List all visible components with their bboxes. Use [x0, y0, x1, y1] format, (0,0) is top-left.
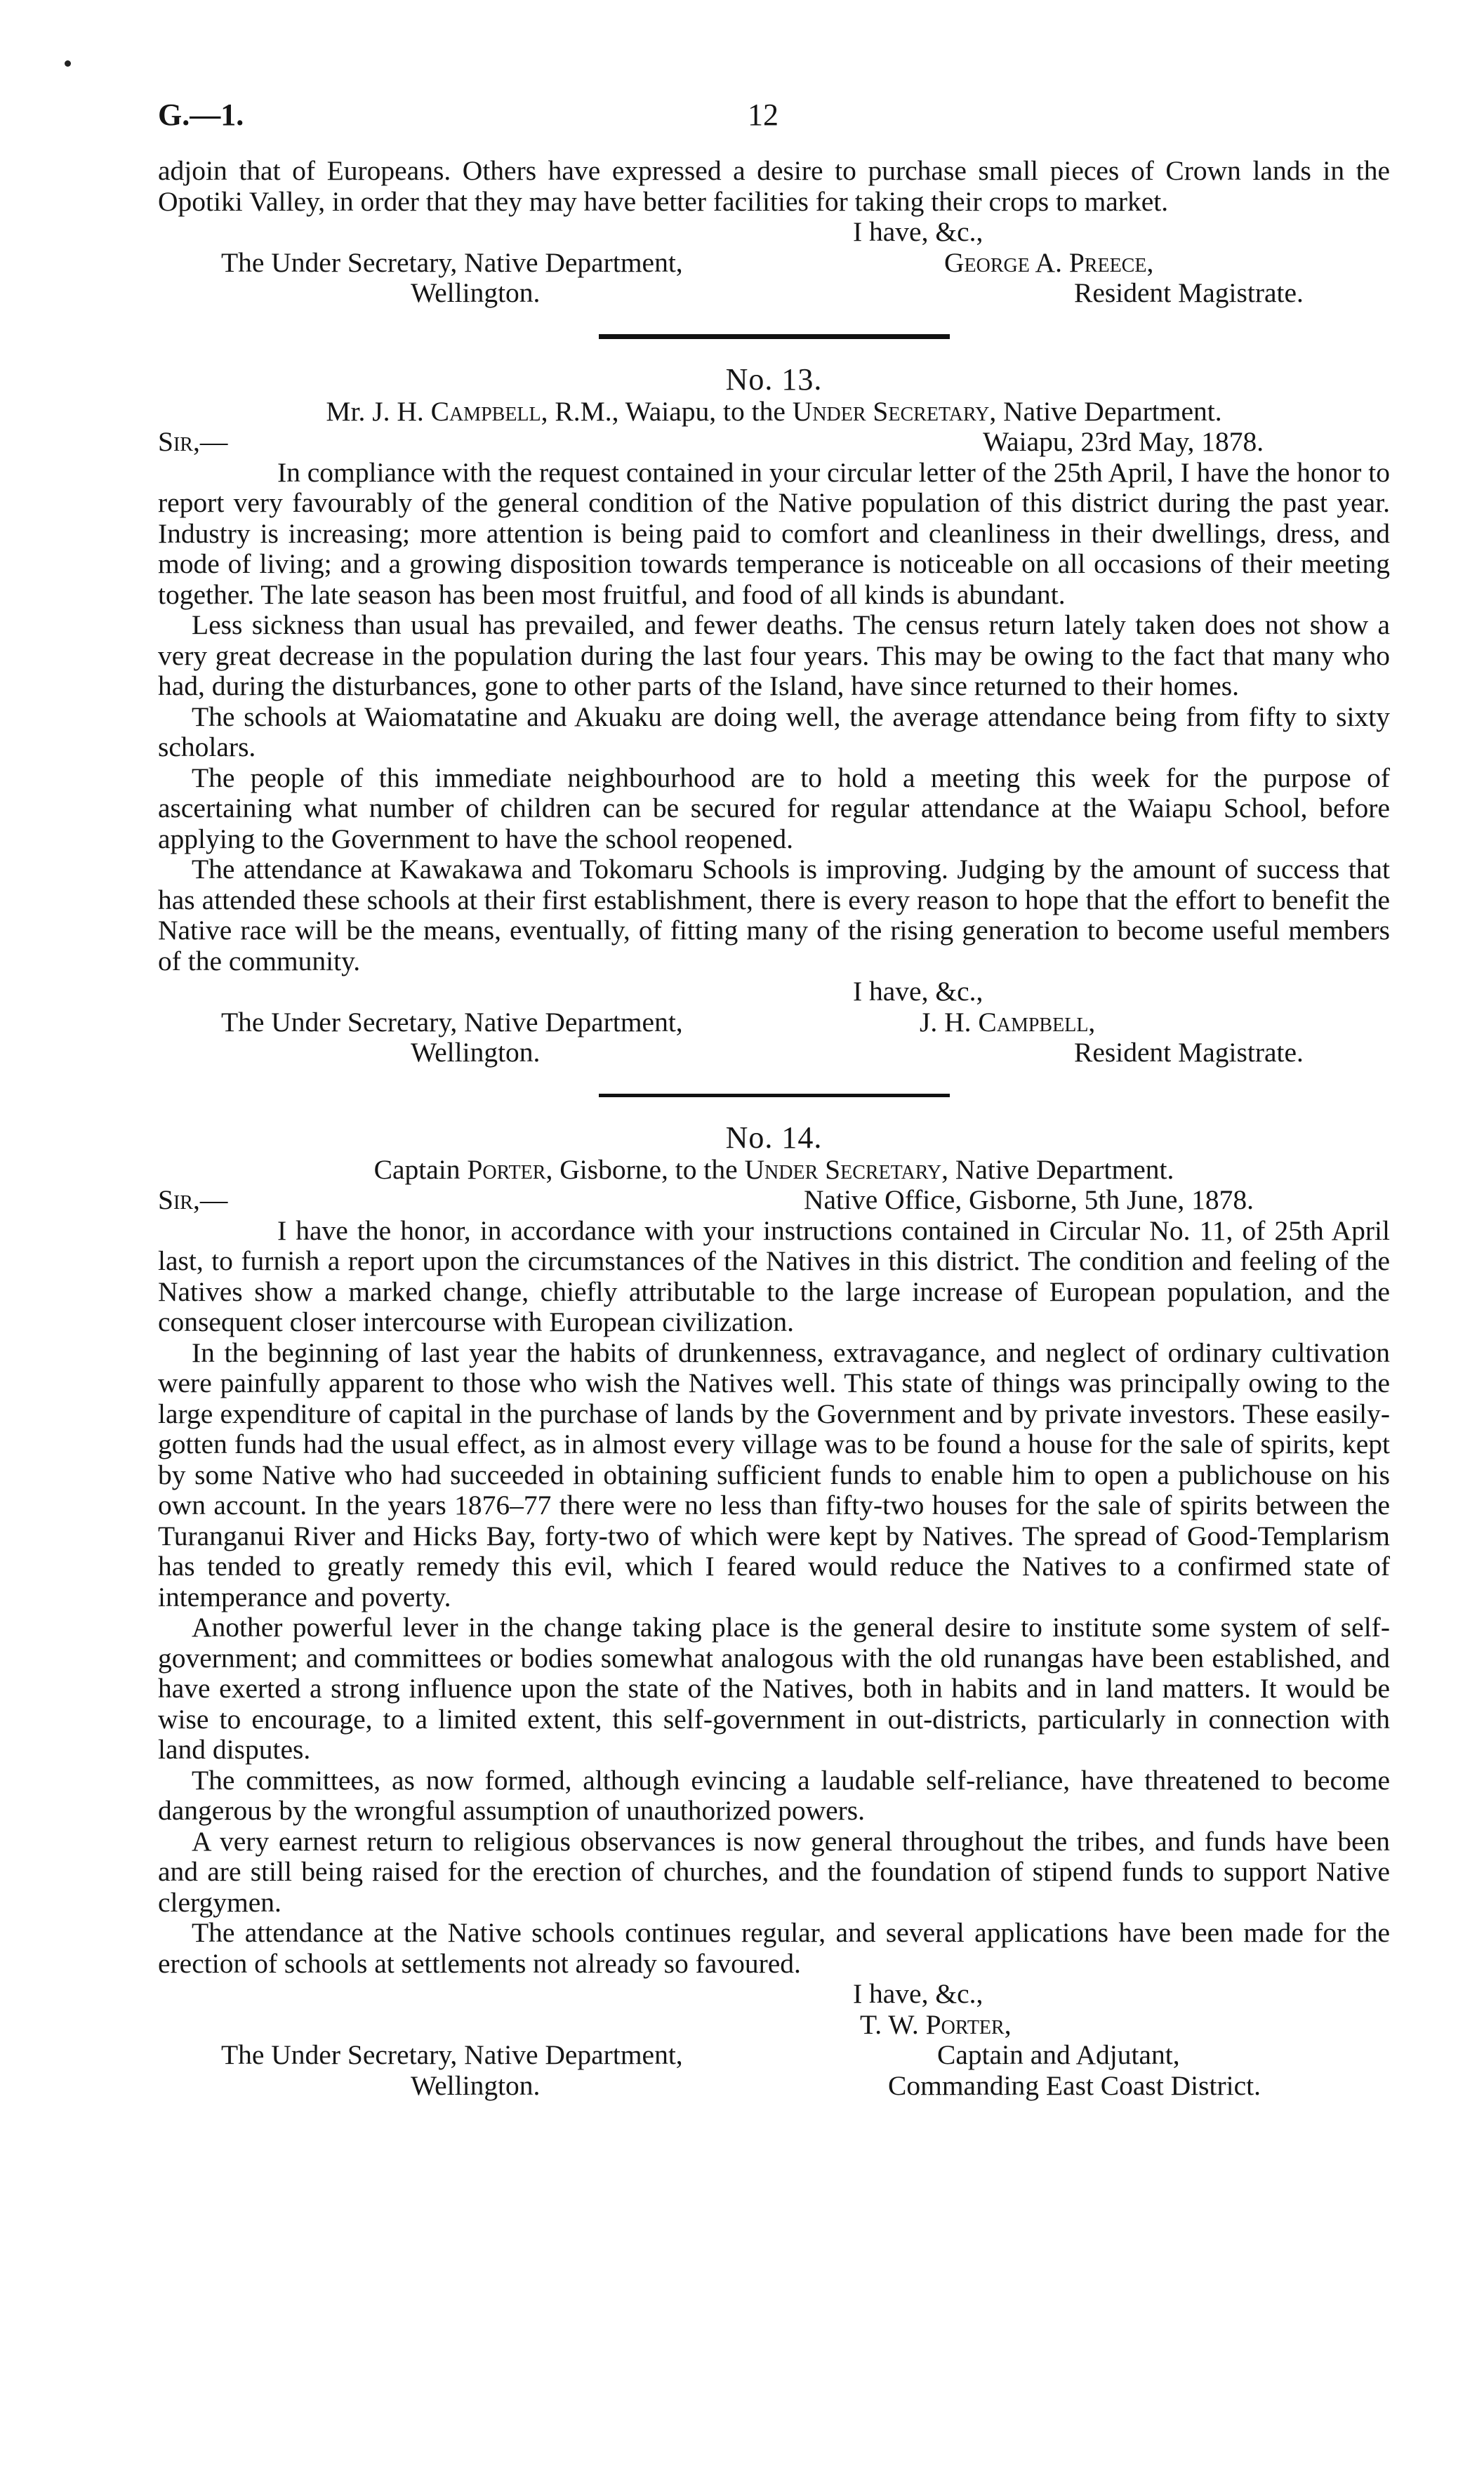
letter-subheading	[158, 1155, 1390, 1186]
letter-no-14	[158, 1121, 1390, 2102]
letter-subheading	[158, 397, 1390, 428]
addressee-city: Wellington.	[411, 277, 541, 308]
letter-number: No. 14.	[725, 1120, 823, 1155]
closing: I have, &c.,	[853, 216, 983, 247]
signer-title-2: Commanding East Coast District.	[888, 2069, 1261, 2101]
addressee-city: Wellington.	[411, 2069, 541, 2101]
salutation: Sir,—	[158, 426, 228, 457]
paragraph: The people of this immediate neighbourhood are to hold a meeting this week for the purpose of ascertaining what number of children can be secured for regular attendance at the Waiapu School, before applying to the Government to have the school reopened.	[158, 762, 1390, 854]
letter-no-13	[158, 363, 1390, 1068]
addressee: The Under Secretary, Native Department,	[221, 246, 683, 278]
signer-title: Captain and Adjutant,	[937, 2039, 1180, 2070]
divider-rule	[599, 334, 950, 339]
sub-recipient: Under Secretary	[792, 395, 990, 427]
signer: J. H. Campbell,	[920, 1006, 1096, 1038]
paragraph: A very earnest return to religious observances is now general throughout the tribes, and funds have been and are still being raised for the erection of churches, and the foundation of stipend funds to support Native clergymen.	[158, 1825, 1390, 1918]
page-header	[158, 100, 1390, 135]
addressee: The Under Secretary, Native Department,	[221, 1006, 683, 1038]
document-code: G.—1.	[158, 98, 244, 132]
paragraph: The committees, as now formed, although evincing a laudable self-reliance, have threatened to become dangerous by the wrongful assumption of unauthorized powers.	[158, 1764, 1390, 1826]
signer-title: Resident Magistrate.	[1074, 1037, 1304, 1068]
letter-number: No. 13.	[725, 362, 823, 397]
closing: I have, &c.,	[853, 976, 983, 1007]
closing: I have, &c.,	[853, 1978, 983, 2009]
sub-text: Captain	[373, 1153, 468, 1185]
paragraph: The attendance at the Native schools continues regular, and several applications have been made for the erection of schools at settlements not already so favoured.	[158, 1917, 1390, 1979]
page-number: 12	[748, 98, 779, 132]
margin-dot	[65, 60, 71, 67]
paragraph: In the beginning of last year the habits of drunkenness, extravagance, and neglect of ordinary cultivation were painfully apparent to those who wish the Natives well. This state of things was principally owing to the large expenditure of capital in the purchase of lands by the Government and by private investors. These easily-gotten funds had the usual effect, as in almost every village was to be found a house for the sale of spirits, kept by some Native who had succeeded in obtaining sufficient funds to enable him to open a publichouse on his own account. In the years 1876–77 there were no less than fifty-two houses for the sale of spirits between the Turanganui River and Hicks Bay, forty-two of which were kept by Natives. The spread of Good-Templarism has tended to greatly remedy this evil, which I feared would reduce the Natives to a confirmed state of intemperance and poverty.	[158, 1337, 1390, 1612]
sub-text: , Gisborne, to the	[545, 1153, 745, 1185]
sub-text: , Native Department.	[941, 1153, 1174, 1185]
signer: T. W. Porter,	[860, 2008, 1012, 2040]
signer: George A. Preece,	[944, 246, 1154, 278]
intro-letter-end	[158, 156, 1390, 309]
divider-rule	[599, 1094, 950, 1097]
sub-text: , R.M., Waiapu, to the	[541, 395, 793, 427]
paragraph: Another powerful lever in the change taking place is the general desire to institute some system of self-government; and committees or bodies somewhat analogous with the old runangas have been established, and have exerted a strong influence upon the state of the Natives, both in habits and in land matters. It would be wise to encourage, to a limited extent, this self-government in out-districts, particularly in connection with land disputes.	[158, 1612, 1390, 1765]
sub-text: , Native Department.	[989, 395, 1222, 427]
sub-name: Porter	[467, 1153, 546, 1185]
sub-recipient: Under Secretary	[744, 1153, 942, 1185]
signer-title: Resident Magistrate.	[1074, 277, 1304, 308]
paragraph: I have the honor, in accordance with your instructions contained in Circular No. 11, of 25th April last, to furnish a report upon the circumstances of the Natives in this district. The condition and feeling of the Natives show a marked change, chiefly attributable to the large increase of European population, and the consequent closer intercourse with European civilization.	[158, 1214, 1390, 1337]
paragraph: The attendance at Kawakawa and Tokomaru Schools is improving. Judging by the amount of success that has attended these schools at their first establishment, there is every reason to hope that the effort to benefit the Native race will be the means, eventually, of fitting many of the rising generation to become useful members of the community.	[158, 854, 1390, 976]
sub-name: Campbell	[430, 395, 541, 427]
salutation: Sir,—	[158, 1184, 228, 1215]
addressee-city: Wellington.	[411, 1037, 541, 1068]
paragraph: In compliance with the request contained in your circular letter of the 25th April, I have the honor to report very favourably of the general condition of the Native population of this district during the past year. Industry is increasing; more attention is being paid to comfort and cleanliness in their dwellings, dress, and mode of living; and a growing disposition towards temperance is noticeable on all occasions of their meeting together. The late season has been most fruitful, and food of all kinds is abundant.	[158, 456, 1390, 610]
sub-text: Mr. J. H.	[326, 395, 431, 427]
place-date: Native Office, Gisborne, 5th June, 1878.	[804, 1184, 1254, 1215]
paragraph: adjoin that of Europeans. Others have expressed a desire to purchase small pieces of Crown lands in the Opotiki Valley, in order that they may have better facilities for taking their crops to market.	[158, 155, 1390, 217]
paragraph: The schools at Waiomatatine and Akuaku are doing well, the average attendance being from fifty to sixty scholars.	[158, 701, 1390, 762]
page-body	[158, 156, 1390, 2101]
place-date: Waiapu, 23rd May, 1878.	[983, 426, 1264, 457]
addressee: The Under Secretary, Native Department,	[221, 2039, 683, 2070]
paragraph: Less sickness than usual has prevailed, and fewer deaths. The census return lately taken does not show a very great decrease in the population during the last four years. This may be owing to the fact that many who had, during the disturbances, gone to other parts of the Island, have since returned to their homes.	[158, 609, 1390, 701]
